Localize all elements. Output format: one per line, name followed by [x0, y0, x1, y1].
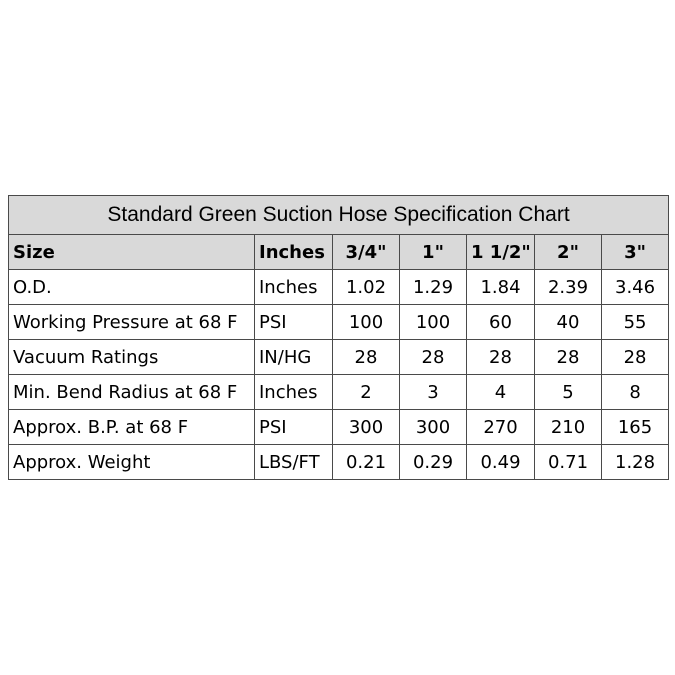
row-value: 165 — [602, 410, 669, 445]
row-value: 55 — [602, 305, 669, 340]
table-row — [9, 445, 669, 480]
row-value: 1.02 — [333, 270, 400, 305]
row-unit: PSI — [255, 305, 333, 340]
row-unit: Inches — [255, 375, 333, 410]
row-value: 28 — [333, 340, 400, 375]
header-size-2: 2" — [535, 235, 602, 270]
row-value: 2 — [333, 375, 400, 410]
row-value: 1.28 — [602, 445, 669, 480]
row-label: Min. Bend Radius at 68 F — [9, 375, 255, 410]
row-label: Approx. B.P. at 68 F — [9, 410, 255, 445]
row-value: 5 — [535, 375, 602, 410]
row-value: 0.21 — [333, 445, 400, 480]
row-label: Working Pressure at 68 F — [9, 305, 255, 340]
header-size-3-4: 3/4" — [333, 235, 400, 270]
row-label: Approx. Weight — [9, 445, 255, 480]
row-value: 28 — [602, 340, 669, 375]
row-unit: PSI — [255, 410, 333, 445]
row-value: 300 — [333, 410, 400, 445]
header-size-1: 1" — [400, 235, 467, 270]
row-label: Vacuum Ratings — [9, 340, 255, 375]
row-unit: Inches — [255, 270, 333, 305]
row-unit: IN/HG — [255, 340, 333, 375]
table-row — [9, 305, 669, 340]
row-unit: LBS/FT — [255, 445, 333, 480]
row-value: 60 — [467, 305, 535, 340]
spec-table — [8, 195, 669, 480]
row-value: 0.29 — [400, 445, 467, 480]
row-value: 28 — [467, 340, 535, 375]
row-value: 2.39 — [535, 270, 602, 305]
row-value: 100 — [333, 305, 400, 340]
row-value: 28 — [400, 340, 467, 375]
table-row — [9, 340, 669, 375]
table-row — [9, 270, 669, 305]
table-row — [9, 410, 669, 445]
row-value: 0.49 — [467, 445, 535, 480]
header-row — [9, 235, 669, 270]
header-size-label: Size — [9, 235, 255, 270]
header-size-1-1-2: 1 1/2" — [467, 235, 535, 270]
row-value: 3.46 — [602, 270, 669, 305]
row-value: 3 — [400, 375, 467, 410]
row-label: O.D. — [9, 270, 255, 305]
row-value: 270 — [467, 410, 535, 445]
row-value: 210 — [535, 410, 602, 445]
row-value: 1.29 — [400, 270, 467, 305]
row-value: 28 — [535, 340, 602, 375]
row-value: 40 — [535, 305, 602, 340]
header-size-3: 3" — [602, 235, 669, 270]
title-row — [9, 196, 669, 235]
header-unit-label: Inches — [255, 235, 333, 270]
row-value: 1.84 — [467, 270, 535, 305]
table-row — [9, 375, 669, 410]
row-value: 0.71 — [535, 445, 602, 480]
row-value: 300 — [400, 410, 467, 445]
row-value: 4 — [467, 375, 535, 410]
row-value: 8 — [602, 375, 669, 410]
table-title: Standard Green Suction Hose Specification Chart — [9, 196, 669, 235]
row-value: 100 — [400, 305, 467, 340]
